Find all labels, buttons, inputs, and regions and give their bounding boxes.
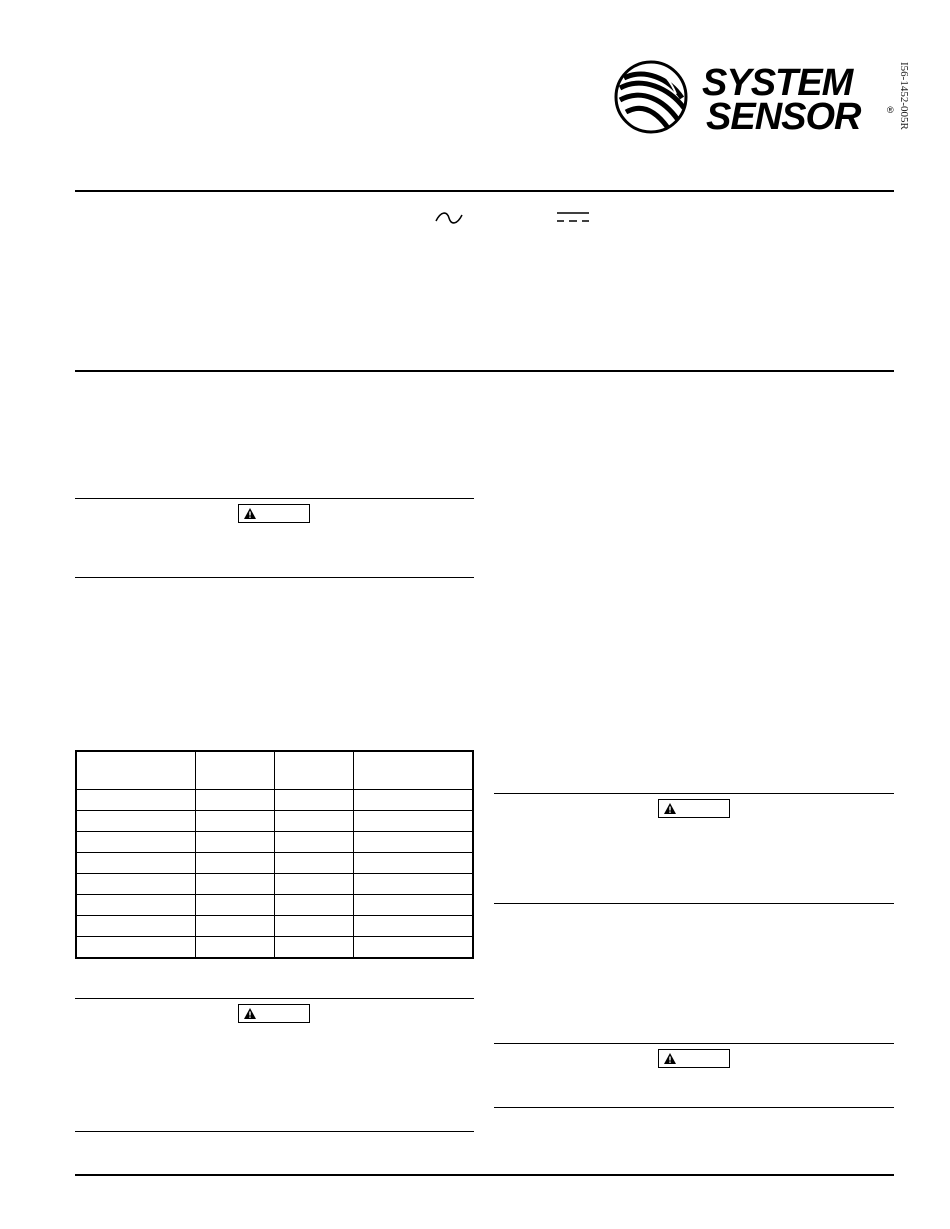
table-header-cell xyxy=(195,751,274,790)
table-cell xyxy=(195,937,274,959)
divider-section-1 xyxy=(75,370,894,372)
table-header-row xyxy=(76,751,473,790)
warning-triangle-icon xyxy=(664,1053,676,1064)
table-row xyxy=(76,937,473,959)
table-header-cell xyxy=(354,751,473,790)
spec-table xyxy=(75,750,474,959)
table-cell xyxy=(354,874,473,895)
table-cell xyxy=(354,853,473,874)
registered-mark: ® xyxy=(887,105,894,115)
dc-symbol-icon xyxy=(556,211,590,223)
table-cell xyxy=(195,790,274,811)
table-row xyxy=(76,790,473,811)
warning-triangle-icon xyxy=(664,803,676,814)
table-header-cell xyxy=(76,751,195,790)
logo-text-sensor: SENSOR xyxy=(706,96,861,138)
ac-symbol-icon xyxy=(435,211,463,225)
table-cell xyxy=(274,937,353,959)
table-cell xyxy=(76,895,195,916)
table-cell xyxy=(76,790,195,811)
system-sensor-logo xyxy=(614,58,904,138)
table-row xyxy=(76,895,473,916)
divider-top xyxy=(75,190,894,192)
table-cell xyxy=(76,832,195,853)
table-cell xyxy=(274,832,353,853)
table-row xyxy=(76,916,473,937)
warning-2-top-rule xyxy=(75,998,474,999)
warning-1-top-rule xyxy=(75,498,474,499)
warning-badge-4 xyxy=(658,1049,730,1068)
table-cell xyxy=(354,937,473,959)
warning-badge-1 xyxy=(238,504,310,523)
table-cell xyxy=(274,916,353,937)
table-cell xyxy=(274,853,353,874)
table-row xyxy=(76,832,473,853)
table-cell xyxy=(274,790,353,811)
warning-4-top-rule xyxy=(494,1043,894,1044)
table-cell xyxy=(195,811,274,832)
table-row xyxy=(76,874,473,895)
table-header-cell xyxy=(274,751,353,790)
warning-4-bottom-rule xyxy=(494,1107,894,1108)
warning-2-bottom-rule xyxy=(75,1131,474,1132)
warning-3-bottom-rule xyxy=(494,903,894,904)
globe-logo-icon xyxy=(614,58,690,136)
table-cell xyxy=(76,937,195,959)
logo-text-system: SYSTEM xyxy=(702,62,853,104)
warning-1-bottom-rule xyxy=(75,577,474,578)
table-cell xyxy=(274,811,353,832)
table-cell xyxy=(76,853,195,874)
table-row xyxy=(76,853,473,874)
table-cell xyxy=(354,916,473,937)
document-number: I56-1452-005R xyxy=(898,62,910,130)
table-cell xyxy=(76,874,195,895)
table-cell xyxy=(354,895,473,916)
table-cell xyxy=(195,832,274,853)
table-cell xyxy=(354,832,473,853)
table-cell xyxy=(76,811,195,832)
warning-badge-3 xyxy=(658,799,730,818)
table-cell xyxy=(274,895,353,916)
table-cell xyxy=(195,874,274,895)
warning-triangle-icon xyxy=(244,508,256,519)
table-cell xyxy=(354,811,473,832)
table-row xyxy=(76,811,473,832)
table-cell xyxy=(195,895,274,916)
table-cell xyxy=(354,790,473,811)
table-cell xyxy=(195,853,274,874)
table-cell xyxy=(195,916,274,937)
table-cell xyxy=(76,916,195,937)
warning-triangle-icon xyxy=(244,1008,256,1019)
table-cell xyxy=(274,874,353,895)
warning-badge-2 xyxy=(238,1004,310,1023)
warning-3-top-rule xyxy=(494,793,894,794)
divider-footer xyxy=(75,1174,894,1176)
